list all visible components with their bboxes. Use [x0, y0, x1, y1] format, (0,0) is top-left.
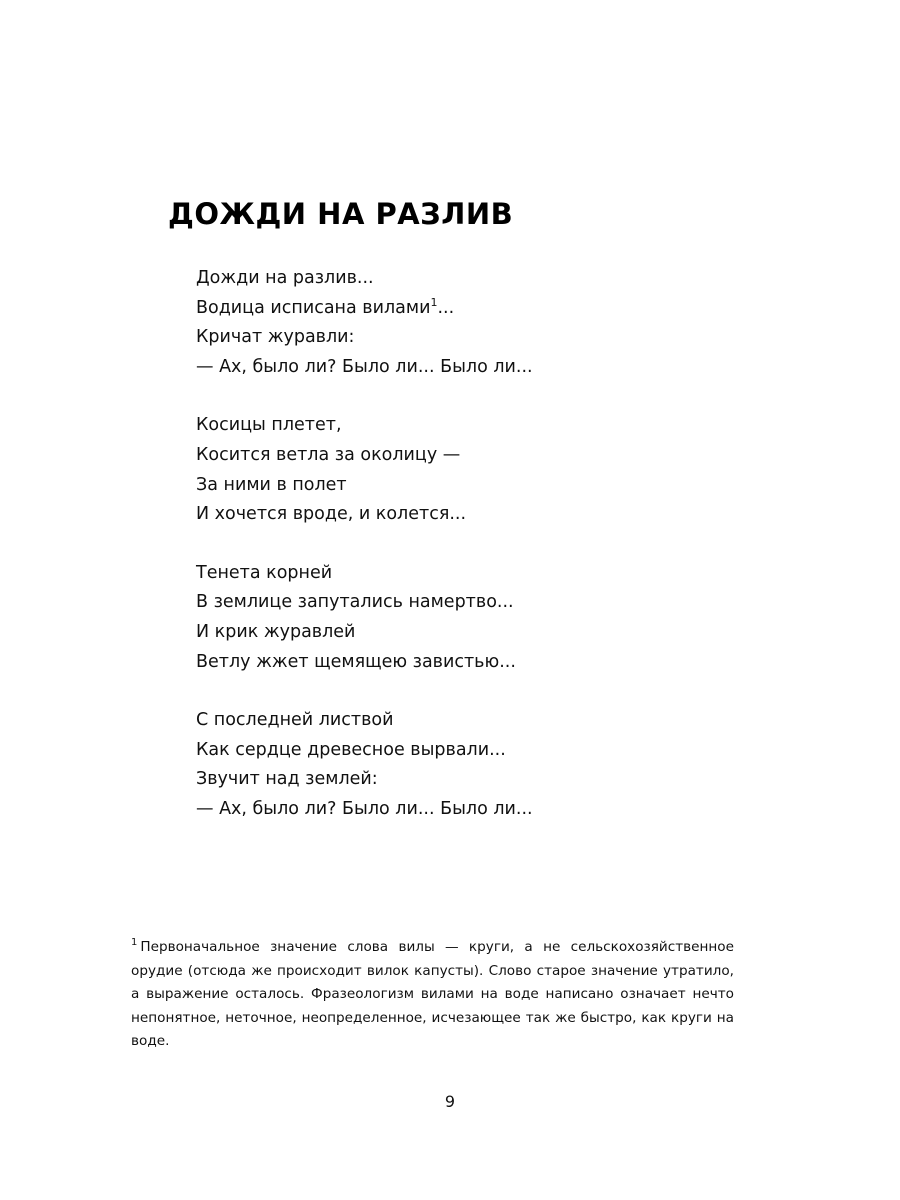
footnote-marker: 1 [131, 937, 138, 949]
poem-line: И крик журавлей [196, 621, 356, 642]
stanza [196, 264, 776, 382]
footnote [131, 936, 734, 1054]
poem-line: Дожди на разлив... [196, 268, 374, 288]
stanza [196, 706, 776, 824]
poem-line: Как сердце древесное вырвали... [196, 739, 506, 760]
poem-body [196, 264, 776, 854]
poem-line: В землице запутались намертво... [196, 592, 514, 613]
stanza [196, 411, 776, 529]
poem-line: Тенета корней [196, 562, 333, 583]
poem-line: Ветлу жжет щемящею завистью... [196, 651, 516, 672]
poem-line: Звучит над землей: [196, 769, 378, 790]
poem-line-suffix: ... [437, 297, 455, 318]
poem-line: — Ах, было ли? Было ли... Было ли... [196, 798, 533, 819]
poem-line: За ними в полет [196, 474, 347, 495]
poem-line: С последней листвой [196, 710, 394, 731]
stanza [196, 559, 776, 677]
page-number: 9 [444, 1092, 456, 1111]
poem-line: Косится ветла за околицу — [196, 444, 461, 465]
poem-line: И хочется вроде, и колется... [196, 504, 467, 525]
footnote-reference: 1 [430, 295, 438, 309]
poem-line: Косицы плетет, [196, 415, 342, 436]
footnote-text: Первоначальное значение слова вилы — круги, а не сельскохозяйственное орудие (отсюда же происходит вилок капусты). Слово старое значение утратило, а выражение осталось. Фразеологизм вилами на воде написано означает нечто непонятное, неточное, неопределенное, исчезающее так же быстро, как круги на воде. [131, 939, 734, 1049]
poem-line: Кричат журавли: [196, 327, 355, 348]
page-title: ДОЖДИ НА РАЗЛИВ [168, 197, 514, 232]
poem-line-text: Водица исписана вилами [196, 297, 431, 318]
poem-line: — Ах, было ли? Было ли... Было ли... [196, 356, 533, 377]
poem-line [196, 294, 776, 324]
